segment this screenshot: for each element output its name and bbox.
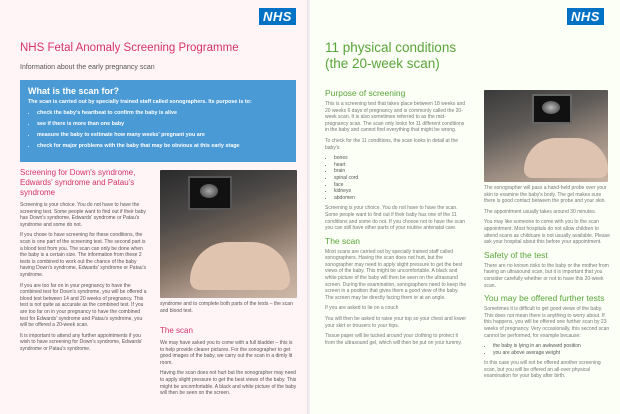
reasons-list xyxy=(484,343,610,356)
scan-heading: The scan xyxy=(325,235,360,246)
list-item: • check the baby's heartbeat to confirm the baby is alive xyxy=(37,108,296,119)
patient-figure xyxy=(190,242,290,290)
paragraph: Screening is your choice. You do not have to have the scan. Some people want to find out if their baby has one of the 11 conditions and some do not. If you choose not to have the scan you can still have other parts of your routine antenatal care. xyxy=(325,205,466,232)
list-item: • bones xyxy=(334,155,468,162)
page-title xyxy=(325,40,456,72)
paragraph: In this case you will not be offered another screening scan, but you will be offered an all-over physical examination for your baby after birth. xyxy=(484,360,601,380)
screening-heading: Screening for Down's syndrome, Edwards' syndrome and Patau's syndrome xyxy=(20,168,136,197)
safety-heading: Safety of the test xyxy=(484,249,548,260)
body-parts-list xyxy=(325,155,468,201)
paragraph: Most scans are carried out by specially trained staff called sonographers. Having the scan does not hurt, but the sonographer may need to apply slight pressure to get the best views of the baby. This might be uncomfortable. A black and white picture of the baby will then be seen on the ultrasound screen. During the examination, sonographers need to keep the screen in a position that gives them a good view of the baby. The screen may be directly facing them or at an angle. xyxy=(325,248,467,301)
patient-figure xyxy=(524,138,608,178)
box-heading: What is the scan for? xyxy=(28,86,120,96)
page-title: NHS Fetal Anomaly Screening Programme xyxy=(20,42,239,54)
column-a xyxy=(325,88,468,350)
paragraph: This is a screening test that takes place between 18 weeks and 20 weeks 6 days of pregnancy and is commonly called the 20-week scan. It is also sometimes referred to as the mid-pregnancy scan. The scan only looks for 11 different conditions in the baby and cannot find everything that might be wrong. xyxy=(325,101,466,134)
list-item: • you are above average weight xyxy=(493,350,610,357)
list-item: • heart xyxy=(334,162,468,169)
left-page xyxy=(0,0,307,414)
right-page xyxy=(311,0,620,414)
paragraph: You will then be asked to raise your top so your chest and lower your skirt or trousers to your hips. xyxy=(325,316,467,329)
paragraph: It is important to attend any further appointments if you wish to have screening for Down's syndrome, Edwards' syndrome or Patau's syndrome. xyxy=(20,332,143,352)
paragraph: If you chose to have screening for these conditions, the scan is one part of the screening test. The second part is a blood test from you. The scan can only be done when the baby is a certain size. The information from these 2 tests is combined to work out the chance of the baby having Down's syndrome, Edwards' syndrome or Patau's syndrome. xyxy=(20,232,146,278)
page-subtitle: Information about the early pregnancy scan xyxy=(20,64,155,71)
list-item: • brain xyxy=(334,168,468,175)
list-item: • see if there is more than one baby xyxy=(37,119,296,130)
list-item: • kidneys xyxy=(334,188,468,195)
paragraph: Having the scan does not hurt but the sonographer may need to apply slight pressure to get the best views of the baby. This might be uncomfortable. A black and white picture of the baby will then be seen on the screen. xyxy=(160,370,297,397)
paragraph: Screening is your choice. You do not have to have the screening test. Some people want to find out if their baby has Down's syndrome, Edwards' syndrome or Patau's syndrome and some do not. xyxy=(20,202,146,228)
list-item: • spinal cord xyxy=(334,175,468,182)
paragraph: You may like someone to come with you to the scan appointment. Most hospitals do not allow children to attend scans as childcare is not usually available. Please ask your hospital about this before your appointment. xyxy=(484,219,610,246)
further-tests-heading: You may be offered further tests xyxy=(484,293,605,304)
list-item: • the baby is lying in an awkward position xyxy=(493,343,610,350)
paragraph: If you are asked to lie on a couch xyxy=(325,305,399,312)
monitor-screen xyxy=(532,94,572,124)
list-item: • measure the baby to estimate how many weeks' pregnant you are xyxy=(37,130,296,141)
paragraph: Tissue paper will be tucked around your clothing to protect it from the ultrasound gel, which will then be put on your tummy. xyxy=(325,333,462,346)
box-list xyxy=(20,108,296,152)
list-item: • face xyxy=(334,182,468,189)
ultrasound-photo xyxy=(160,170,297,298)
paragraph: The appointment usually takes around 30 minutes. xyxy=(484,208,597,215)
list-item: • check for major problems with the baby that may be obvious at this early stage xyxy=(37,141,296,152)
photo-caption: syndrome and to complete both parts of the tests – the scan and blood test. xyxy=(160,301,293,314)
scan-purpose-box xyxy=(20,80,296,162)
paragraph: We may have asked you to come with a full bladder – this is to help provide clearer pictures. For the sonographer to get good images of the baby, we carry out the scan in a dimly lit room. xyxy=(160,340,293,366)
nhs-logo: NHS xyxy=(567,8,604,25)
paragraph: There are no known risks to the baby or the mother from having an ultrasound scan, but it is important that you consider carefully whether or not to have this 20-week scan. xyxy=(484,262,609,289)
paragraph: The sonographer will pass a hand-held probe over your skin to examine the baby's body. The gel makes sure there is good contact between the probe and your skin. xyxy=(484,185,607,205)
list-item: • abdomen xyxy=(334,195,468,202)
screening-section xyxy=(20,168,148,356)
title-line: (the 20-week scan) xyxy=(325,56,440,71)
scan-section xyxy=(160,326,297,401)
ultrasound-photo xyxy=(484,90,608,182)
monitor-screen xyxy=(188,176,232,210)
scan-heading: The scan xyxy=(160,326,193,335)
box-lead: The scan is carried out by specially trained staff called sonographers. Its purpose is to: xyxy=(28,99,252,105)
purpose-heading: Purpose of screening xyxy=(325,88,406,98)
title-line: 11 physical conditions xyxy=(325,40,457,55)
paragraph: If you are too far on in your pregnancy to have the combined test for Down's syndrome, you will be offered a blood test between 14 and 20 weeks of pregnancy. This test is not quite as accurate as the combined test. If you are too far on in your pregnancy to have the combined test for Edwards' syndrome and Patau's syndrome, you will be offered a 20-week scan. xyxy=(20,282,147,329)
nhs-logo: NHS xyxy=(259,8,296,25)
paragraph: Sometimes it is difficult to get good views of the baby. This does not mean there is anything to worry about. If this happens, you will be offered one further scan by 23 weeks of pregnancy. Very occasionally, this second scan cannot be performed, for example because: xyxy=(484,306,610,339)
paragraph: To check for the 11 conditions, the scan looks in detail at the baby's: xyxy=(325,137,459,151)
column-b xyxy=(484,185,610,384)
